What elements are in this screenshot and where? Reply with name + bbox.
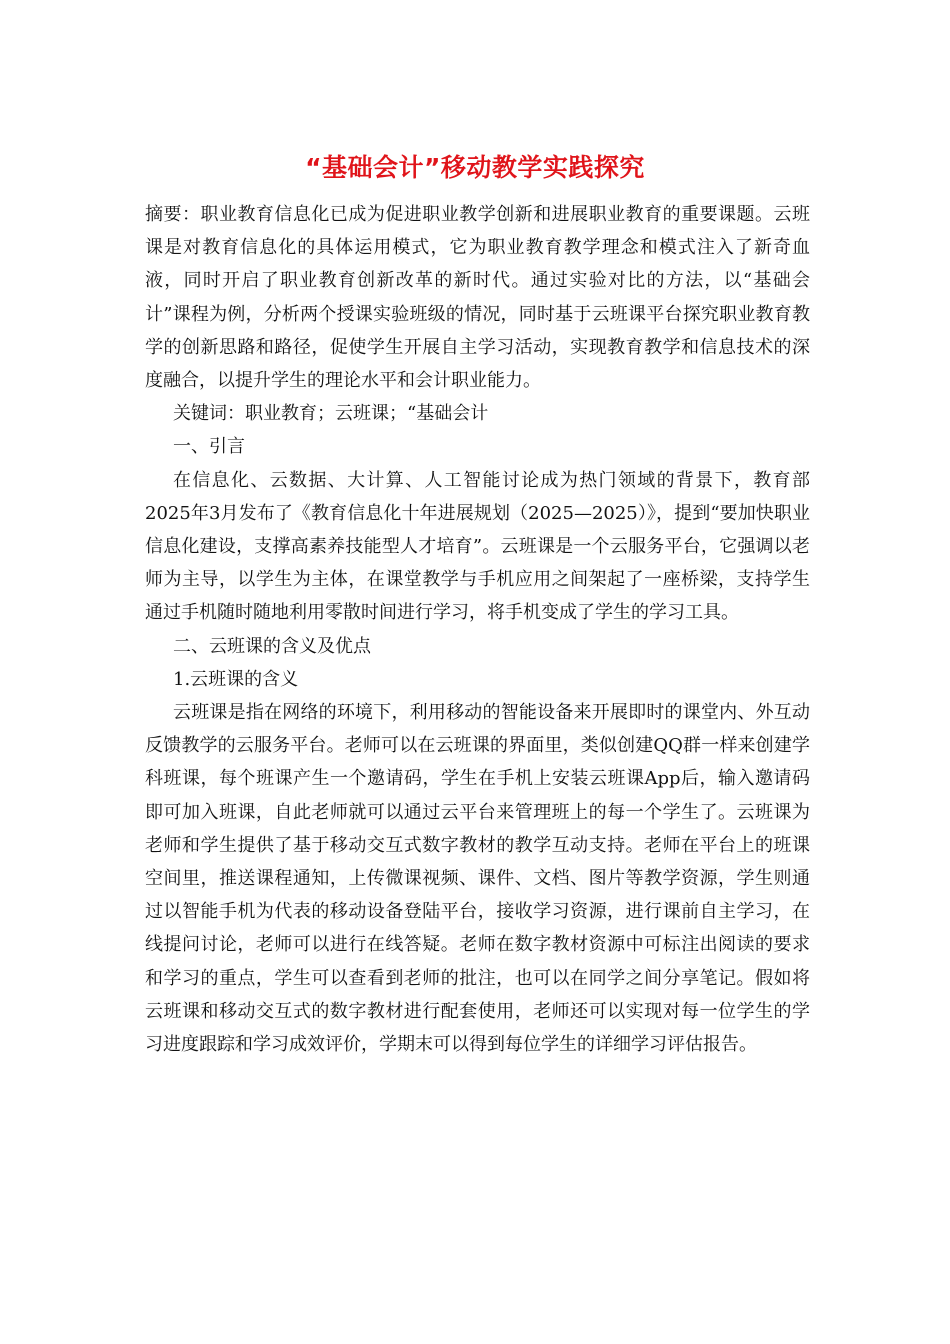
keywords-line: 关键词：职业教育；云班课；“基础会计 xyxy=(173,403,489,425)
section-heading-meaning-advantages: 二、云班课的含义及优点 xyxy=(173,635,371,657)
meaning-paragraph: 云班课是指在网络的环境下，利用移动的智能设备来开展即时的课堂内、外互动反馈教学的云服务平台。老师可以在云班课的界面里，类似创建QQ群一样来创建学科班课，每个班课产生一个邀请码，学生在手机上安装云班课App后，输入邀请码即可加入班课，自此老师就可以通过云平台来管理班上的每一个学生了。云班课为老师和学生提供了基于移动交互式数字教材的教学互动支持。老师在平台上的班课空间里，推送课程通知，上传微课视频、课件、文档、图片等教学资源，学生则通过以智能手机为代表的移动设备登陆平台，接收学习资源，进行课前自主学习，在线提问讨论，老师可以进行在线答疑。老师在数字教材资源中可标注出阅读的要求和学习的重点，学生可以查看到老师的批注，也可以在同学之间分享笔记。假如将云班课和移动交互式的数字教材进行配套使用，老师还可以实现对每一位学生的学习进度跟踪和学习成效评价，学期末可以得到每位学生的详细学习评估报告。 xyxy=(145,702,810,1056)
introduction-paragraph: 在信息化、云数据、大计算、人工智能讨论成为热门领域的背景下，教育部2025年3月发布了《教育信息化十年进展规划（2025—2025）》，提到“要加快职业信息化建设，支撑高素养技能型人才培育”。云班课是一个云服务平台，它强调以老师为主导，以学生为主体，在课堂教学与手机应用之间架起了一座桥梁，支持学生通过手机随时随地利用零散时间进行学习，将手机变成了学生的学习工具。 xyxy=(145,469,810,624)
document-title: “基础会计”移动教学实践探究 xyxy=(305,153,645,182)
abstract-paragraph: 摘要：职业教育信息化已成为促进职业教学创新和进展职业教育的重要课题。云班课是对教育信息化的具体运用模式，它为职业教育教学理念和模式注入了新奇血液，同时开启了职业教育创新改革的新时代。通过实验对比的方法，以“基础会计”课程为例，分析两个授课实验班级的情况，同时基于云班课平台探究职业教育教学的创新思路和路径，促使学生开展自主学习活动，实现教育教学和信息技术的深度融合，以提升学生的理论水平和会计职业能力。 xyxy=(145,204,810,392)
section-heading-introduction: 一、引言 xyxy=(173,436,245,458)
document-body xyxy=(145,198,810,1061)
subsection-heading-meaning: 1.云班课的含义 xyxy=(173,668,299,690)
